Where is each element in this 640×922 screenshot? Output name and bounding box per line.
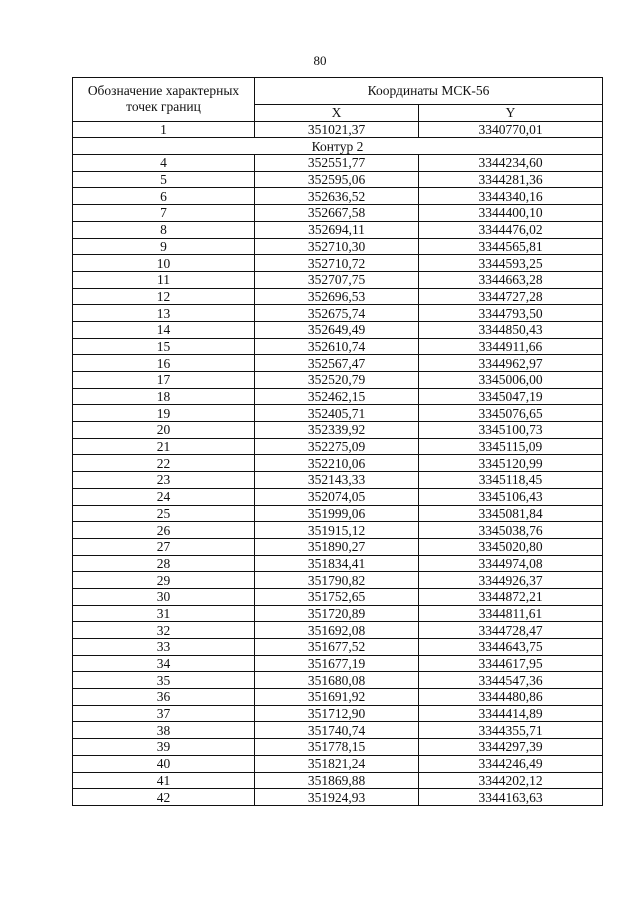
x-cell: 352696,53 xyxy=(255,288,419,305)
y-cell: 3344163,63 xyxy=(419,789,603,806)
point-cell: 36 xyxy=(73,689,255,706)
y-cell: 3345020,80 xyxy=(419,538,603,555)
x-cell: 352567,47 xyxy=(255,355,419,372)
table-row xyxy=(73,288,603,305)
point-cell: 17 xyxy=(73,372,255,389)
table-row xyxy=(73,255,603,272)
x-cell: 352551,77 xyxy=(255,155,419,172)
y-cell: 3345047,19 xyxy=(419,388,603,405)
x-cell: 351677,52 xyxy=(255,639,419,656)
coordinates-table xyxy=(72,77,603,806)
y-cell: 3344565,81 xyxy=(419,238,603,255)
table-row xyxy=(73,722,603,739)
table-row xyxy=(73,655,603,672)
x-cell: 351999,06 xyxy=(255,505,419,522)
point-cell: 24 xyxy=(73,488,255,505)
x-cell: 351680,08 xyxy=(255,672,419,689)
x-cell: 351692,08 xyxy=(255,622,419,639)
point-cell: 18 xyxy=(73,388,255,405)
x-cell: 352143,33 xyxy=(255,472,419,489)
y-cell: 3345106,43 xyxy=(419,488,603,505)
point-cell: 10 xyxy=(73,255,255,272)
x-cell: 351790,82 xyxy=(255,572,419,589)
page-number: 80 xyxy=(313,53,327,68)
x-cell: 351821,24 xyxy=(255,755,419,772)
point-cell: 41 xyxy=(73,772,255,789)
point-cell: 12 xyxy=(73,288,255,305)
table-row xyxy=(73,238,603,255)
table-row xyxy=(73,689,603,706)
table-row xyxy=(73,155,603,172)
x-cell: 352710,72 xyxy=(255,255,419,272)
x-cell: 352649,49 xyxy=(255,321,419,338)
table-row xyxy=(73,205,603,222)
x-cell: 351752,65 xyxy=(255,588,419,605)
y-cell: 3345118,45 xyxy=(419,472,603,489)
table-row xyxy=(73,789,603,806)
table-row xyxy=(73,171,603,188)
y-cell: 3345038,76 xyxy=(419,522,603,539)
point-cell: 42 xyxy=(73,789,255,806)
y-cell: 3344793,50 xyxy=(419,305,603,322)
x-cell: 352595,06 xyxy=(255,171,419,188)
point-cell: 11 xyxy=(73,271,255,288)
table-row xyxy=(73,622,603,639)
point-cell: 9 xyxy=(73,238,255,255)
contour-row xyxy=(73,138,603,155)
contour-title: Контур 2 xyxy=(73,138,603,155)
point-cell: 40 xyxy=(73,755,255,772)
table-row xyxy=(73,388,603,405)
point-cell: 37 xyxy=(73,705,255,722)
point-cell: 13 xyxy=(73,305,255,322)
x-cell: 351869,88 xyxy=(255,772,419,789)
x-cell: 351677,19 xyxy=(255,655,419,672)
x-cell: 352636,52 xyxy=(255,188,419,205)
y-cell: 3344926,37 xyxy=(419,572,603,589)
x-cell: 351778,15 xyxy=(255,739,419,756)
y-cell: 3344593,25 xyxy=(419,255,603,272)
y-cell: 3344281,36 xyxy=(419,171,603,188)
y-cell: 3344476,02 xyxy=(419,221,603,238)
table-row xyxy=(73,572,603,589)
point-cell: 6 xyxy=(73,188,255,205)
point-cell: 7 xyxy=(73,205,255,222)
table-row xyxy=(73,221,603,238)
x-cell: 351890,27 xyxy=(255,538,419,555)
table-row xyxy=(73,305,603,322)
y-cell: 3344480,86 xyxy=(419,689,603,706)
y-cell: 3344400,10 xyxy=(419,205,603,222)
x-cell: 352610,74 xyxy=(255,338,419,355)
y-cell: 3344663,28 xyxy=(419,271,603,288)
table-row xyxy=(73,739,603,756)
table-row xyxy=(73,121,603,138)
table-row xyxy=(73,338,603,355)
point-cell: 8 xyxy=(73,221,255,238)
header-x: X xyxy=(255,105,419,122)
table-row xyxy=(73,555,603,572)
point-cell: 25 xyxy=(73,505,255,522)
y-cell: 3344414,89 xyxy=(419,705,603,722)
x-cell: 352275,09 xyxy=(255,438,419,455)
point-cell: 33 xyxy=(73,639,255,656)
y-cell: 3344811,61 xyxy=(419,605,603,622)
table-row xyxy=(73,588,603,605)
table-row xyxy=(73,639,603,656)
y-cell: 3344234,60 xyxy=(419,155,603,172)
x-cell: 352675,74 xyxy=(255,305,419,322)
table-row xyxy=(73,605,603,622)
x-cell: 352710,30 xyxy=(255,238,419,255)
table-row xyxy=(73,522,603,539)
x-cell: 351720,89 xyxy=(255,605,419,622)
point-cell: 5 xyxy=(73,171,255,188)
x-cell: 352694,11 xyxy=(255,221,419,238)
point-cell: 31 xyxy=(73,605,255,622)
y-cell: 3344727,28 xyxy=(419,288,603,305)
y-cell: 3344962,97 xyxy=(419,355,603,372)
point-cell: 1 xyxy=(73,121,255,138)
y-cell: 3345115,09 xyxy=(419,438,603,455)
y-cell: 3344297,39 xyxy=(419,739,603,756)
x-cell: 352462,15 xyxy=(255,388,419,405)
x-cell: 351924,93 xyxy=(255,789,419,806)
header-row xyxy=(73,78,603,105)
header-point-label: Обозначение характерных точек границ xyxy=(73,78,255,122)
table-row xyxy=(73,188,603,205)
x-cell: 351021,37 xyxy=(255,121,419,138)
y-cell: 3344547,36 xyxy=(419,672,603,689)
point-cell: 15 xyxy=(73,338,255,355)
y-cell: 3344617,95 xyxy=(419,655,603,672)
table-row xyxy=(73,422,603,439)
point-cell: 38 xyxy=(73,722,255,739)
y-cell: 3344850,43 xyxy=(419,321,603,338)
table-row xyxy=(73,538,603,555)
point-cell: 23 xyxy=(73,472,255,489)
table-row xyxy=(73,705,603,722)
x-cell: 351691,92 xyxy=(255,689,419,706)
x-cell: 351915,12 xyxy=(255,522,419,539)
header-coordinates: Координаты МСК-56 xyxy=(255,78,603,105)
x-cell: 351834,41 xyxy=(255,555,419,572)
table-row xyxy=(73,772,603,789)
table-row xyxy=(73,672,603,689)
y-cell: 3345120,99 xyxy=(419,455,603,472)
point-cell: 19 xyxy=(73,405,255,422)
y-cell: 3344911,66 xyxy=(419,338,603,355)
point-cell: 21 xyxy=(73,438,255,455)
point-cell: 32 xyxy=(73,622,255,639)
table-row xyxy=(73,455,603,472)
point-cell: 28 xyxy=(73,555,255,572)
x-cell: 352667,58 xyxy=(255,205,419,222)
table-row xyxy=(73,472,603,489)
x-cell: 351740,74 xyxy=(255,722,419,739)
y-cell: 3345081,84 xyxy=(419,505,603,522)
y-cell: 3345076,65 xyxy=(419,405,603,422)
table-row xyxy=(73,488,603,505)
point-cell: 29 xyxy=(73,572,255,589)
y-cell: 3344643,75 xyxy=(419,639,603,656)
x-cell: 351712,90 xyxy=(255,705,419,722)
table-row xyxy=(73,372,603,389)
x-cell: 352520,79 xyxy=(255,372,419,389)
point-cell: 14 xyxy=(73,321,255,338)
y-cell: 3344728,47 xyxy=(419,622,603,639)
table-row xyxy=(73,405,603,422)
table-row xyxy=(73,321,603,338)
point-cell: 22 xyxy=(73,455,255,472)
x-cell: 352074,05 xyxy=(255,488,419,505)
y-cell: 3345006,00 xyxy=(419,372,603,389)
y-cell: 3344340,16 xyxy=(419,188,603,205)
point-cell: 16 xyxy=(73,355,255,372)
point-cell: 4 xyxy=(73,155,255,172)
table-row xyxy=(73,755,603,772)
x-cell: 352405,71 xyxy=(255,405,419,422)
y-cell: 3344974,08 xyxy=(419,555,603,572)
point-cell: 27 xyxy=(73,538,255,555)
y-cell: 3340770,01 xyxy=(419,121,603,138)
table-row xyxy=(73,505,603,522)
point-cell: 35 xyxy=(73,672,255,689)
point-cell: 20 xyxy=(73,422,255,439)
point-cell: 30 xyxy=(73,588,255,605)
point-cell: 39 xyxy=(73,739,255,756)
point-cell: 34 xyxy=(73,655,255,672)
header-y: Y xyxy=(419,105,603,122)
x-cell: 352210,06 xyxy=(255,455,419,472)
table-row xyxy=(73,438,603,455)
y-cell: 3344202,12 xyxy=(419,772,603,789)
table-row xyxy=(73,271,603,288)
table-row xyxy=(73,355,603,372)
x-cell: 352339,92 xyxy=(255,422,419,439)
y-cell: 3344355,71 xyxy=(419,722,603,739)
y-cell: 3344246,49 xyxy=(419,755,603,772)
y-cell: 3344872,21 xyxy=(419,588,603,605)
x-cell: 352707,75 xyxy=(255,271,419,288)
y-cell: 3345100,73 xyxy=(419,422,603,439)
point-cell: 26 xyxy=(73,522,255,539)
